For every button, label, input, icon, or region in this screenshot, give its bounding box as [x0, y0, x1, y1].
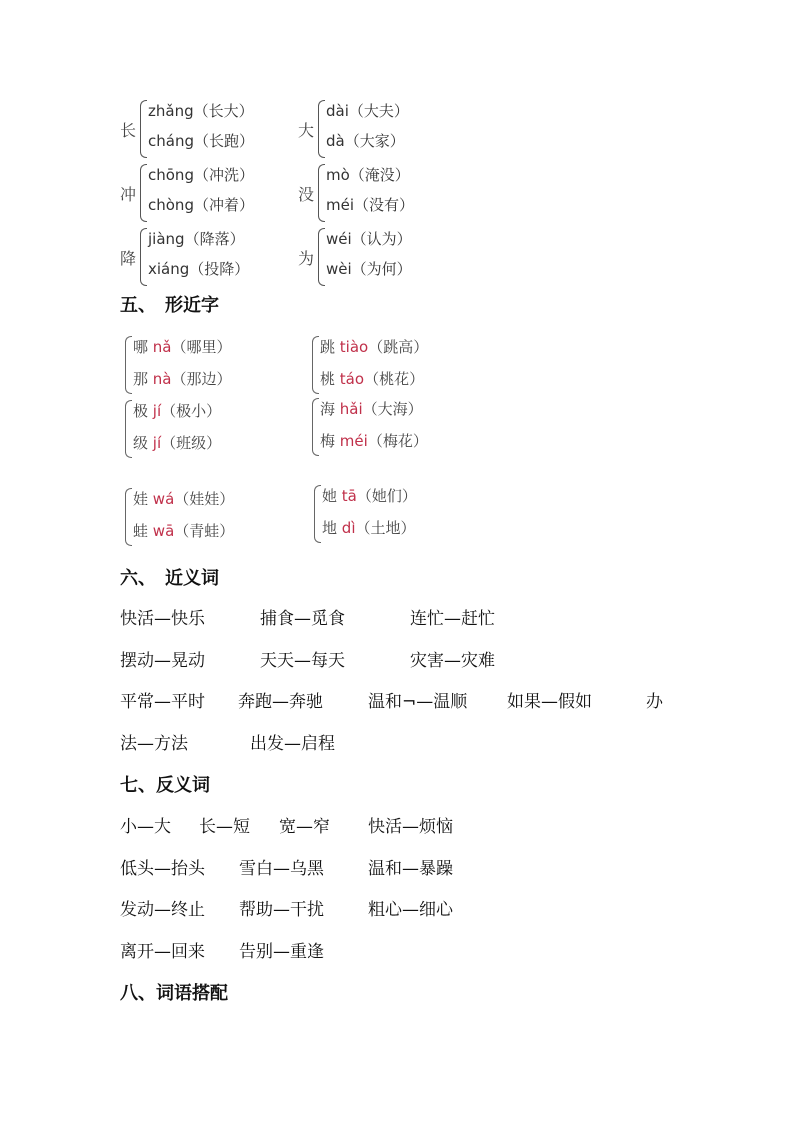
- text: （梅花）: [367, 432, 428, 450]
- text: [133, 336, 232, 357]
- text: （淹没）: [349, 166, 410, 184]
- text: （极小）: [161, 402, 222, 420]
- text: 告别—重逢: [239, 942, 324, 962]
- text: 温和—暴躁: [368, 859, 453, 879]
- character: 降: [120, 249, 137, 268]
- text: [320, 368, 424, 389]
- text: 级: [133, 434, 149, 452]
- character: 没: [298, 185, 315, 204]
- pinyin: táo: [339, 370, 365, 388]
- text: [320, 336, 428, 357]
- text: cháng: [148, 132, 194, 150]
- text: （那边）: [171, 370, 232, 388]
- text: （她们）: [356, 487, 417, 505]
- pinyin: jí: [152, 434, 162, 452]
- text: （班级）: [161, 434, 222, 452]
- text: [320, 430, 428, 451]
- text: （长大）: [193, 102, 254, 120]
- pinyin: dì: [341, 519, 356, 537]
- text: 那: [133, 370, 149, 388]
- text: 海: [320, 400, 336, 418]
- text: [133, 400, 221, 421]
- text: 宽—窄: [279, 817, 330, 837]
- character: 大: [298, 121, 315, 140]
- reading: [148, 130, 254, 151]
- text: méi: [326, 196, 355, 214]
- text: zhǎng: [148, 102, 194, 120]
- text: （桃花）: [364, 370, 425, 388]
- section-heading: 七、反义词: [120, 775, 210, 796]
- text: （为何）: [351, 260, 412, 278]
- reading: [148, 100, 254, 121]
- section-heading: 五、 形近字: [120, 295, 219, 316]
- text: （土地）: [355, 519, 416, 537]
- text: （没有）: [354, 196, 415, 214]
- text: [133, 368, 232, 389]
- text: （冲着）: [193, 196, 254, 214]
- brace: [140, 228, 147, 286]
- text: （大家）: [344, 132, 405, 150]
- text: [133, 488, 234, 509]
- text: 蛙: [133, 522, 149, 540]
- text: [133, 432, 221, 453]
- text: 她: [322, 487, 338, 505]
- reading: [148, 194, 254, 215]
- reading: [326, 194, 414, 215]
- text: 温和¬—温顺: [368, 692, 468, 712]
- text: 摆动—晃动: [120, 651, 205, 671]
- text: 娃: [133, 490, 149, 508]
- text: 哪: [133, 338, 149, 356]
- pinyin: tiào: [339, 338, 369, 356]
- text: （投降）: [189, 260, 250, 278]
- pinyin: nà: [152, 370, 172, 388]
- reading: [326, 130, 405, 151]
- text: 发动—终止: [120, 900, 205, 920]
- text: 离开—回来: [120, 942, 205, 962]
- brace: [140, 164, 147, 222]
- text: 灾害—灾难: [410, 651, 495, 671]
- pinyin: hǎi: [339, 400, 363, 418]
- text: 梅: [320, 432, 336, 450]
- text: chōng: [148, 166, 194, 184]
- text: 奔跑—奔驰: [238, 692, 323, 712]
- character: 长: [120, 121, 137, 140]
- text: （大海）: [362, 400, 423, 418]
- text: 极: [133, 402, 149, 420]
- text: [320, 398, 423, 419]
- brace: [318, 228, 325, 286]
- text: （跳高）: [368, 338, 429, 356]
- text: 粗心—细心: [368, 900, 453, 920]
- text: 桃: [320, 370, 336, 388]
- brace: [314, 485, 321, 543]
- text: （大夫）: [348, 102, 409, 120]
- section-heading: 六、 近义词: [120, 568, 219, 589]
- text: 快活—烦恼: [368, 817, 453, 837]
- character: 冲: [120, 185, 137, 204]
- text: dài: [326, 102, 349, 120]
- text: （哪里）: [171, 338, 232, 356]
- text: wèi: [326, 260, 352, 278]
- brace: [312, 398, 319, 456]
- text: dà: [326, 132, 345, 150]
- brace: [140, 100, 147, 158]
- text: （认为）: [351, 230, 412, 248]
- text: 捕食—觅食: [260, 609, 345, 629]
- text: 平常—平时: [120, 692, 205, 712]
- text: （青蛙）: [174, 522, 235, 540]
- text: 连忙—赶忙: [410, 609, 495, 629]
- text: （娃娃）: [174, 490, 235, 508]
- text: mò: [326, 166, 350, 184]
- text: 出发—启程: [250, 734, 335, 754]
- text: 帮助—干扰: [239, 900, 324, 920]
- character: 为: [298, 249, 315, 268]
- text: [322, 517, 416, 538]
- text: xiáng: [148, 260, 190, 278]
- pinyin: wā: [152, 522, 175, 540]
- text: 快活—快乐: [120, 609, 205, 629]
- text: 天天—每天: [260, 651, 345, 671]
- reading: [148, 258, 249, 279]
- pinyin: méi: [339, 432, 368, 450]
- reading: [326, 258, 412, 279]
- brace: [125, 400, 132, 458]
- text: [322, 485, 417, 506]
- text: wéi: [326, 230, 352, 248]
- brace: [125, 488, 132, 546]
- brace: [125, 336, 132, 394]
- text: 雪白—乌黑: [239, 859, 324, 879]
- text: 小—大: [120, 817, 171, 837]
- reading: [148, 164, 254, 185]
- reading: [326, 164, 410, 185]
- brace: [318, 100, 325, 158]
- text: 地: [322, 519, 338, 537]
- text: chòng: [148, 196, 194, 214]
- brace: [318, 164, 325, 222]
- text: （长跑）: [193, 132, 254, 150]
- text: （降落）: [184, 230, 245, 248]
- text: 法—方法: [120, 734, 188, 754]
- pinyin: nǎ: [152, 338, 172, 356]
- pinyin: wá: [152, 490, 175, 508]
- text: 跳: [320, 338, 336, 356]
- text: jiàng: [148, 230, 185, 248]
- text: 低头—抬头: [120, 859, 205, 879]
- text: 办: [646, 692, 663, 712]
- section-heading: 八、词语搭配: [120, 983, 228, 1004]
- text: [133, 520, 234, 541]
- text: 如果—假如: [507, 692, 592, 712]
- reading: [326, 228, 412, 249]
- text: 长—短: [199, 817, 250, 837]
- brace: [312, 336, 319, 394]
- reading: [326, 100, 409, 121]
- reading: [148, 228, 245, 249]
- pinyin: tā: [341, 487, 357, 505]
- text: （冲洗）: [193, 166, 254, 184]
- pinyin: jí: [152, 402, 162, 420]
